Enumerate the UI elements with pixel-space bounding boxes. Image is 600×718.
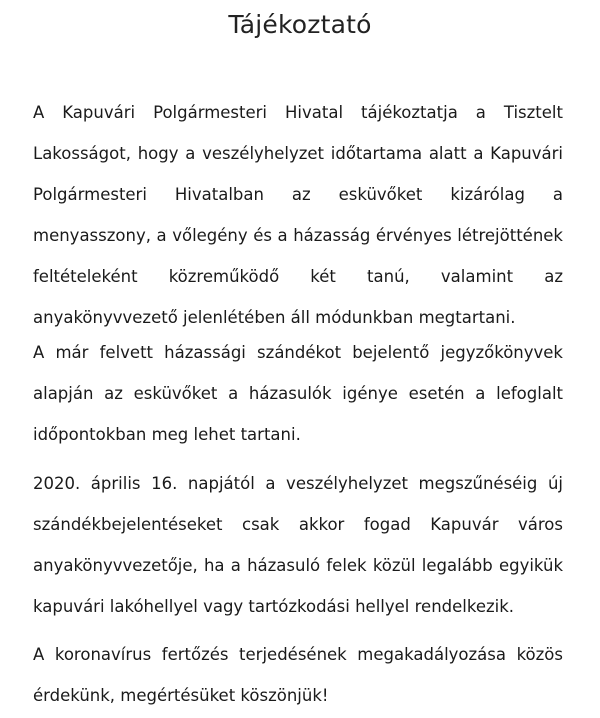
paragraph-2 [33, 332, 563, 455]
paragraph-line: kapuvári lakóhellyel vagy tartózkodási hellyel rendelkezik. [33, 597, 515, 616]
paragraph-3 [33, 463, 563, 627]
paragraph-line: menyasszony, a vőlegény és a házasság érvényes létrejöttének [33, 226, 563, 245]
paragraph-line: feltételeként közreműködő két tanú, valamint az [33, 267, 563, 286]
paragraph-line: A már felvett házassági szándékot bejelentő jegyzőkönyvek [33, 343, 563, 362]
paragraph-line: alapján az esküvőket a házasulók igénye esetén a lefoglalt [33, 384, 563, 403]
document-title: Tájékoztató [228, 10, 372, 39]
paragraph-line: időpontokban meg lehet tartani. [33, 425, 301, 444]
paragraph-line: Polgármesteri Hivatalban az esküvőket kizárólag a [33, 185, 563, 204]
paragraph-line: A Kapuvári Polgármesteri Hivatal tájékoztatja a Tisztelt [33, 103, 563, 122]
paragraph-4 [33, 634, 563, 716]
paragraph-line: anyakönyvvezetője, ha a házasuló felek közül legalább egyikük [33, 556, 563, 575]
paragraph-1 [33, 92, 563, 338]
paragraph-line: anyakönyvvezető jelenlétében áll módunkban megtartani. [33, 308, 516, 327]
paragraph-line: érdekünk, megértésüket köszönjük! [33, 686, 329, 705]
paragraph-line: Lakosságot, hogy a veszélyhelyzet időtartama alatt a Kapuvári [33, 144, 563, 163]
paragraph-line: 2020. április 16. napjától a veszélyhelyzet megszűnéséig új [33, 474, 563, 493]
paragraph-line: szándékbejelentéseket csak akkor fogad Kapuvár város [33, 515, 563, 534]
paragraph-line: A koronavírus fertőzés terjedésének megakadályozása közös [33, 645, 563, 664]
